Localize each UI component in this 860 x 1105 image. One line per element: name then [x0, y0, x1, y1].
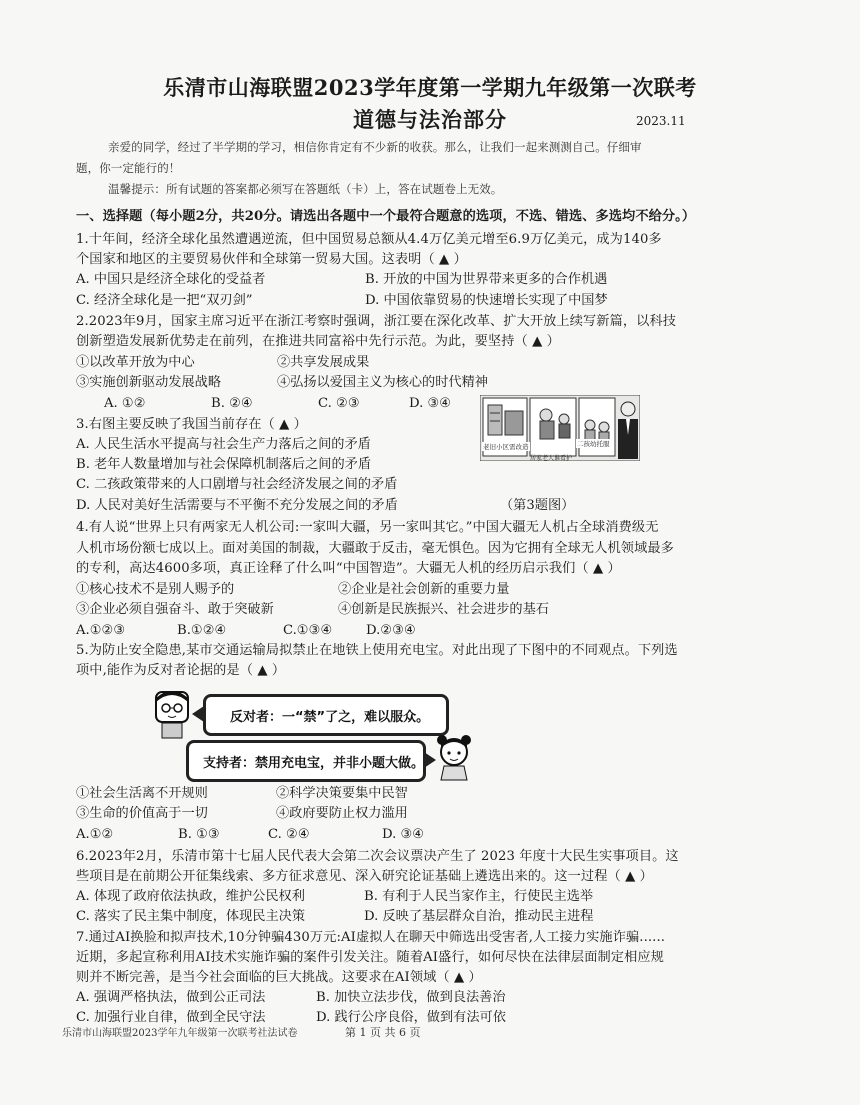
q5-stem-1: 5.为防止安全隐患,某市交通运输局拟禁止在地铁上使用充电宝。对此出现了下图中的不同观点。下列选	[76, 643, 678, 658]
q5-option-b: B. ①③	[178, 827, 220, 842]
q4-item-4: ④创新是民族振兴、社会进步的基石	[338, 602, 549, 617]
q6-stem-2: 些项目是在前期公开征集线索、多方征求意见、深入研究论证基础上遴选出来的。这一过程（ ▲ ）	[76, 869, 653, 884]
q7-option-d: D. 践行公序良俗，做到有法可依	[316, 1010, 506, 1025]
q6-option-c: C. 落实了民主集中制度，体现民主决策	[76, 909, 306, 924]
q1-stem-1: 1.十年间，经济全球化虽然遭遇逆流，但中国贸易总额从4.4万亿美元增至6.9万亿美元，成为140多	[76, 232, 662, 247]
q5-oppose-bubble	[203, 694, 449, 736]
q2-option-c: C. ②③	[318, 396, 360, 411]
q1-option-b: B. 开放的中国为世界带来更多的合作机遇	[365, 272, 608, 287]
q3-image-label-1: 老旧小区需改造	[483, 443, 529, 451]
q3-figure-caption: （第3题图）	[500, 498, 575, 513]
q5-option-a: A.①②	[76, 827, 114, 842]
q2-option-b: B. ②④	[211, 396, 253, 411]
q4-option-b: B.①②④	[177, 623, 227, 638]
q5-oppose-text: 反对者：一“禁”了之，难以服众。	[230, 710, 430, 725]
q3-cartoon-image	[480, 395, 640, 461]
q5-item-4: ④政府要防止权力滥用	[276, 806, 408, 821]
q2-stem-2: 创新塑造发展新优势走在前列，在推进共同富裕中先行示范。为此，要坚持（ ▲ ）	[76, 334, 560, 349]
q5-item-1: ①社会生活离不开规则	[76, 786, 208, 801]
q1-option-a: A. 中国只是经济全球化的受益者	[76, 272, 266, 287]
intro-line-2: 题，你一定能行的！	[76, 161, 181, 175]
q4-item-1: ①核心技术不是别人赐予的	[76, 582, 235, 597]
footer-page-number: 第 1 页 共 6 页	[345, 1026, 421, 1039]
q7-option-b: B. 加快立法步伐，做到良法善治	[316, 990, 506, 1005]
q5-oppose-pointer	[192, 706, 204, 722]
q5-item-2: ②科学决策要集中民智	[276, 786, 408, 801]
q5-boy-avatar	[150, 690, 194, 742]
q5-girl-avatar	[434, 734, 474, 784]
q1-option-d: D. 中国依靠贸易的快速增长实现了中国梦	[365, 293, 608, 308]
footer-exam-name: 乐清市山海联盟2023学年九年级第一次联考社法试卷	[62, 1028, 298, 1039]
q3-figure	[480, 395, 640, 461]
q7-option-c: C. 加强行业自律，做到全民守法	[76, 1010, 266, 1025]
q2-stem-1: 2.2023年9月，国家主席习近平在浙江考察时强调，浙江要在深化改革、扩大开放上续写新篇，以科技	[76, 314, 677, 329]
q5-item-3: ③生命的价值高于一切	[76, 806, 208, 821]
q5-option-d: D. ③④	[382, 827, 425, 842]
q4-option-c: C.①③④	[283, 623, 333, 638]
q2-option-a: A. ①②	[104, 396, 146, 411]
q2-item-1: ①以改革开放为中心	[76, 355, 195, 370]
q5-support-bubble	[186, 740, 426, 782]
q4-option-d: D.②③④	[366, 623, 416, 638]
q1-stem-2: 个国家和地区的主要贸易伙伴和全球第一贸易大国。这表明（ ▲ ）	[76, 252, 467, 267]
q3-image-label-3: 居家老人谁看护	[530, 455, 573, 462]
q3-stem: 3.右图主要反映了我国当前存在（ ▲ ）	[76, 417, 307, 432]
q6-option-a: A. 体现了政府依法执政，维护公民权利	[76, 889, 305, 904]
q6-option-b: B. 有利于人民当家作主，行使民主选举	[364, 889, 594, 904]
q2-option-d: D. ③④	[409, 396, 452, 411]
q2-item-4: ④弘扬以爱国主义为核心的时代精神	[277, 375, 488, 390]
q4-item-2: ②企业是社会创新的重要力量	[338, 582, 510, 597]
q3-option-d: D. 人民对美好生活需要与不平衡不充分发展之间的矛盾	[76, 498, 398, 513]
q3-image-label-2: 二孩幼托服	[577, 440, 610, 448]
q7-stem-2: 近期，多起宣称利用AI技术实施诈骗的案件引发关注。随着AI盛行，如何尽快在法律层面制定相应规	[76, 950, 664, 965]
q5-stem-2: 项中,能作为反对者论据的是（ ▲ ）	[76, 663, 286, 678]
q4-stem-2: 人机市场份额七成以上。面对美国的制裁，大疆敢于反击，毫无惧色。因为它拥有全球无人机领域最多	[76, 541, 674, 556]
q3-option-a: A. 人民生活水平提高与社会生产力落后之间的矛盾	[76, 437, 371, 452]
exam-title: 乐清市山海联盟2023学年度第一学期九年级第一次联考	[163, 75, 697, 100]
section-heading: 一、选择题（每小题2分，共20分。请选出各题中一个最符合题意的选项，不选、错选、多选均不给分。）	[76, 209, 696, 224]
q2-item-2: ②共享发展成果	[277, 355, 370, 370]
intro-tip: 温馨提示：所有试题的答案都必须写在答题纸（卡）上，答在试题卷上无效。	[108, 182, 503, 196]
q6-stem-1: 6.2023年2月，乐清市第十七届人民代表大会第二次会议票决产生了 2023 年度十大民生实事项目。这	[76, 849, 679, 864]
q7-option-a: A. 强调严格执法，做到公正司法	[76, 990, 266, 1005]
exam-subtitle: 道德与法治部分	[353, 107, 507, 132]
q6-option-d: D. 反映了基层群众自治，推动民主进程	[364, 909, 594, 924]
q5-support-text: 支持者：禁用充电宝，并非小题大做。	[203, 756, 425, 771]
q2-item-3: ③实施创新驱动发展战略	[76, 375, 222, 390]
q4-option-a: A.①②③	[76, 623, 126, 638]
q7-stem-3: 则并不断完善，是当今社会面临的巨大挑战。这要求在AI领域（ ▲ ）	[76, 970, 482, 985]
exam-date: 2023.11	[636, 114, 686, 128]
q4-stem-3: 的专利，高达4600多项，真正诠释了什么叫“中国智造”。大疆无人机的经历启示我们（ ▲ ）	[76, 561, 621, 576]
q4-stem-1: 4.有人说“世界上只有两家无人机公司:一家叫大疆，另一家叫其它。”中国大疆无人机占全球消费级无	[76, 520, 659, 535]
q1-option-c: C. 经济全球化是一把“双刃剑”	[76, 293, 253, 308]
q3-option-b: B. 老年人数量增加与社会保障机制落后之间的矛盾	[76, 457, 372, 472]
q3-option-c: C. 二孩政策带来的人口剧增与社会经济发展之间的矛盾	[76, 477, 398, 492]
q4-item-3: ③企业必须自强奋斗、敢于突破新	[76, 602, 274, 617]
intro-line-1: 亲爱的同学，经过了半学期的学习，相信你肯定有不少新的收获。那么，让我们一起来测测自己。仔细审	[108, 140, 642, 154]
q5-option-c: C. ②④	[268, 827, 310, 842]
q7-stem-1: 7.通过AI换脸和拟声技术,10分钟骗430万元:AI虚拟人在聊天中筛选出受害者,人工接力实施诈骗......	[76, 930, 666, 945]
